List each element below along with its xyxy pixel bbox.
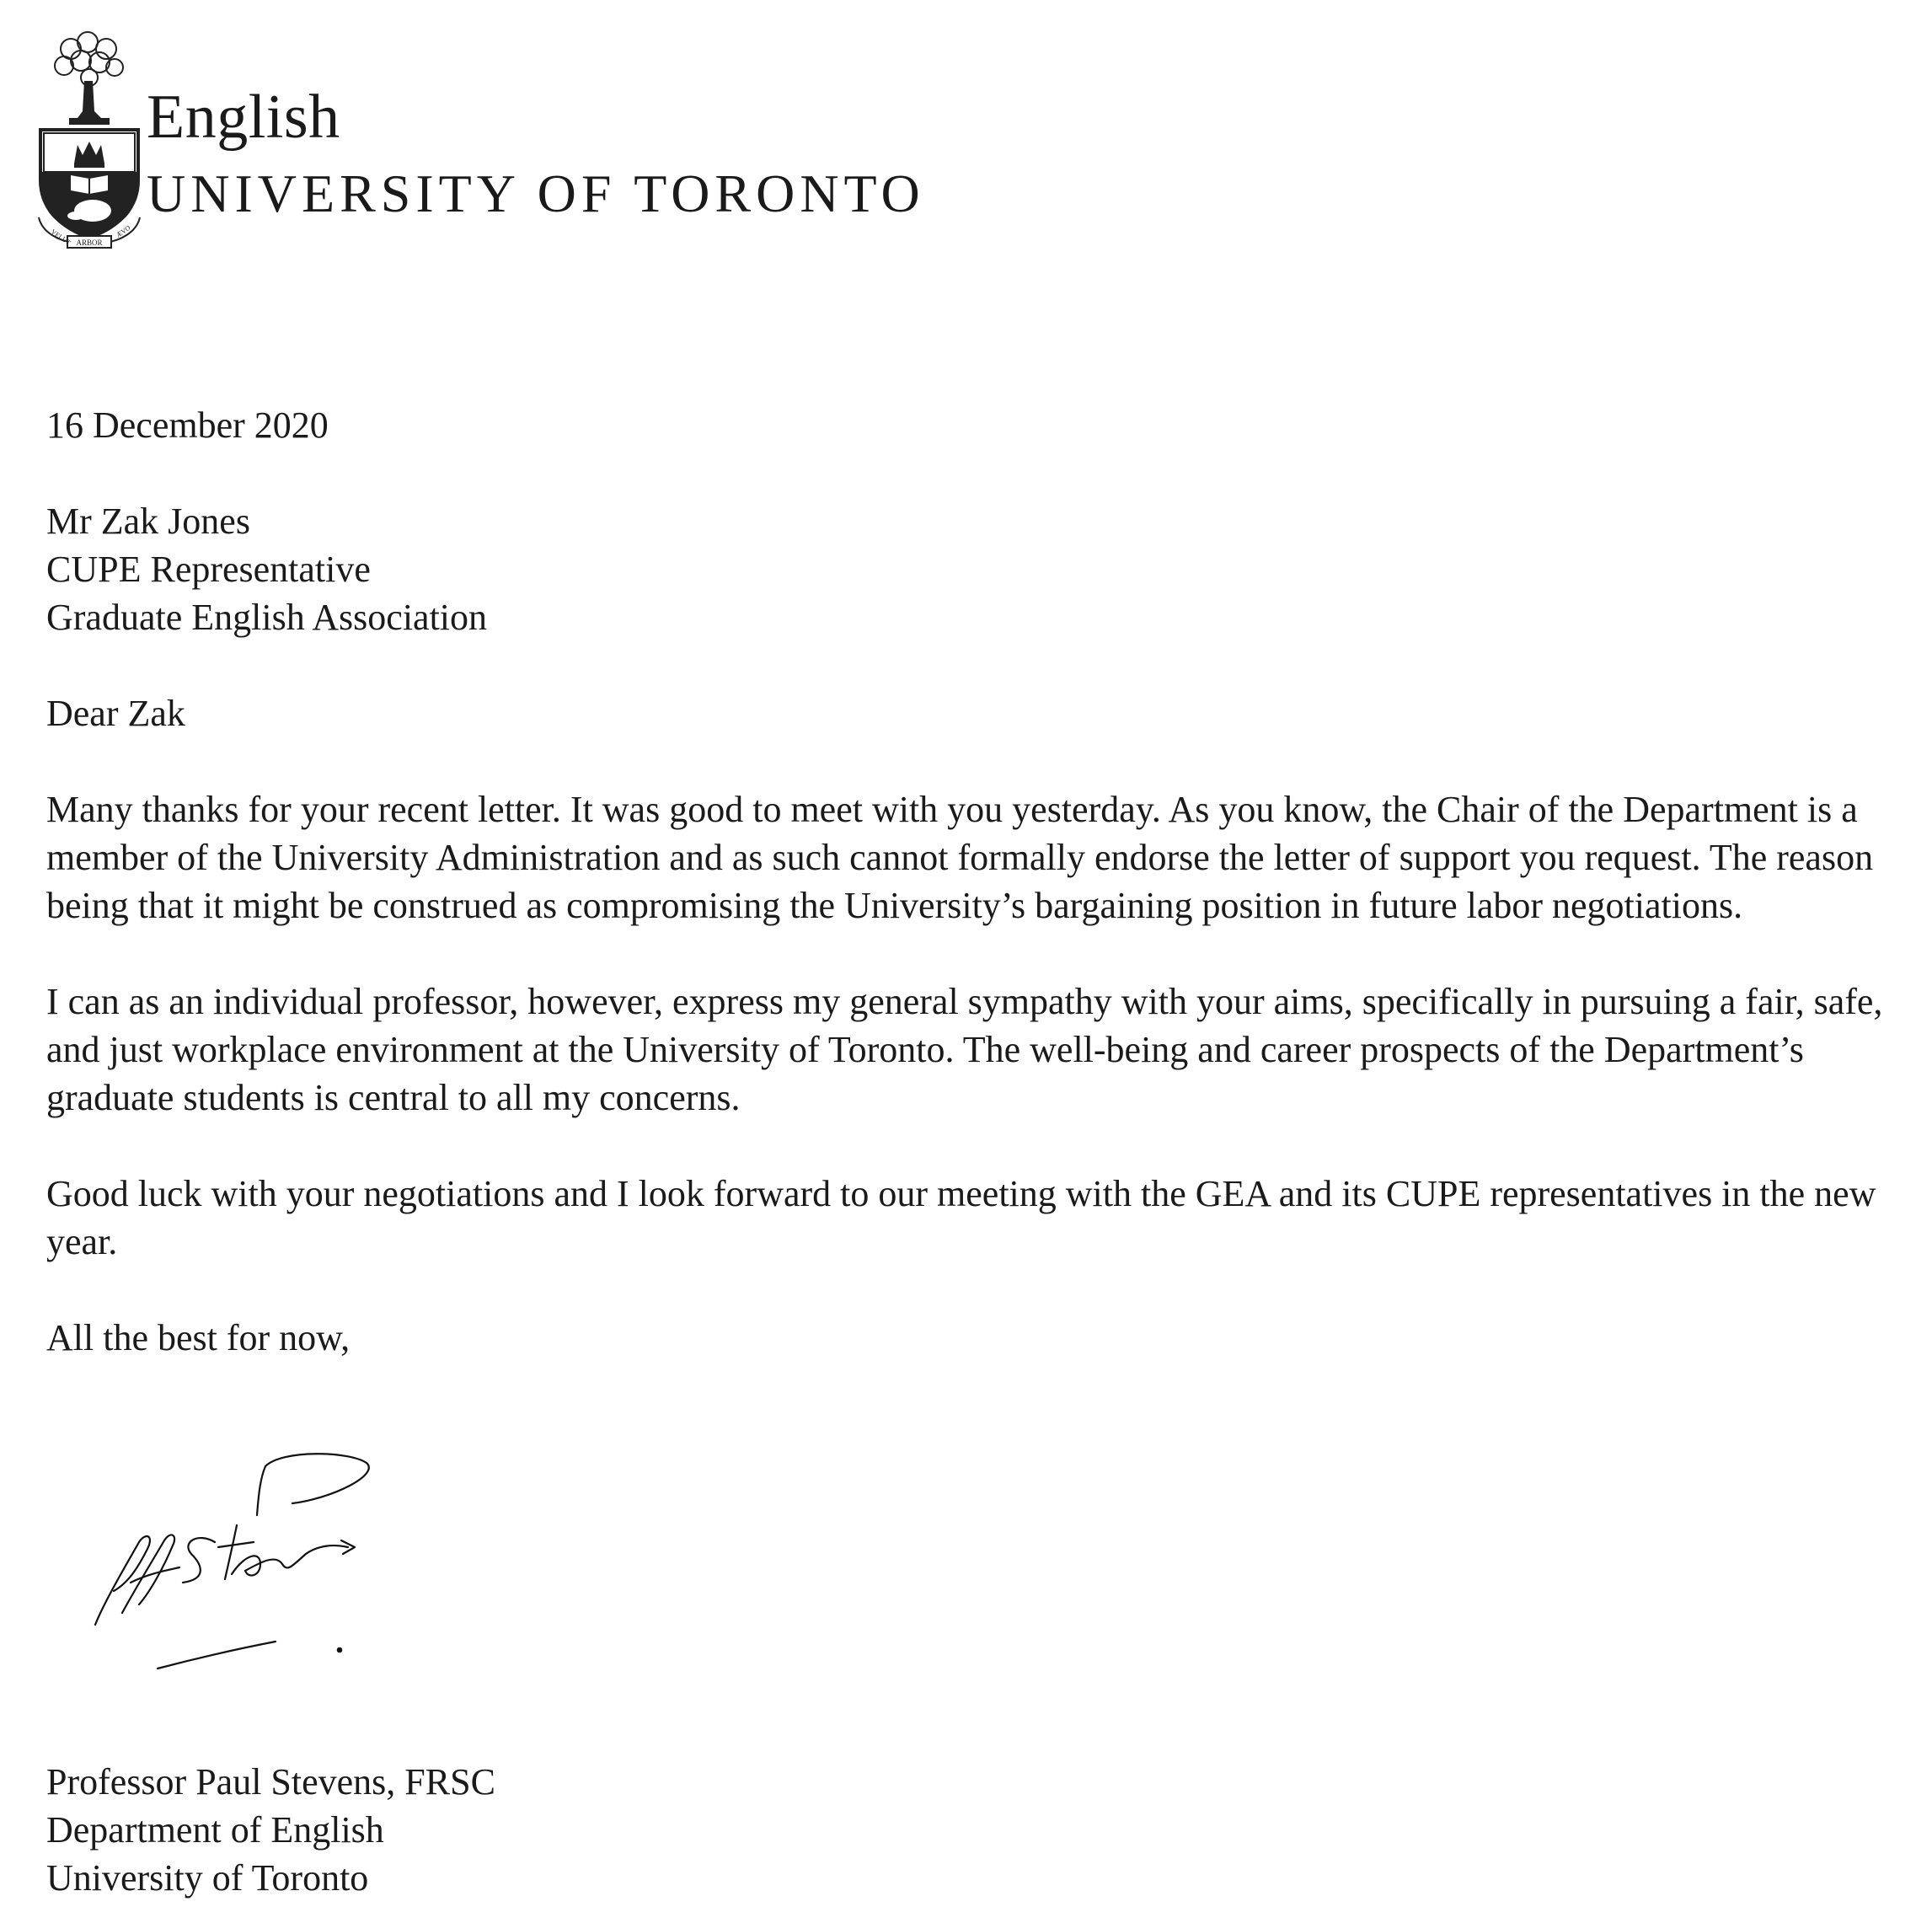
svg-text:ARBOR: ARBOR	[76, 238, 103, 247]
recipient-address	[46, 497, 1900, 641]
handwritten-signature	[80, 1448, 383, 1692]
letterhead-university: UNIVERSITY OF TORONTO	[147, 163, 925, 223]
svg-text:VELUT: VELUT	[49, 228, 72, 247]
recipient-organization: Graduate English Association	[46, 597, 488, 638]
closing: All the best for now,	[46, 1317, 351, 1358]
paragraph-2: I can as an individual professor, however, express my general sympathy with your aims, specifically in pursuing a fair, safe, and just workplace environment at the University of Toronto. The well-being and career prospects of the Department’s graduate students is central to all my concerns.	[46, 981, 1883, 1118]
signer-institution: University of Toronto	[46, 1857, 369, 1899]
paragraph-1: Many thanks for your recent letter. It was good to meet with you yesterday. As you know, the Chair of the Department is a member of the University Administration and as such cannot formally endorse the letter of support you request. The reason being that it might be construed as compromising the University’s bargaining position in future labor negotiations.	[46, 789, 1874, 926]
signature-block	[46, 1758, 495, 1902]
recipient-title: CUPE Representative	[46, 549, 371, 590]
signer-name: Professor Paul Stevens, FRSC	[46, 1761, 495, 1802]
letter-body	[46, 401, 1900, 1362]
svg-text:ÆVO: ÆVO	[114, 223, 132, 239]
signer-department: Department of English	[46, 1809, 384, 1851]
university-crest-logo	[34, 30, 145, 249]
letterhead-department: English	[147, 83, 340, 152]
letterhead	[34, 30, 1045, 249]
salutation: Dear Zak	[46, 693, 185, 734]
paragraph-3: Good luck with your negotiations and I look forward to our meeting with the GEA and its CUPE representatives in the new year.	[46, 1173, 1876, 1262]
recipient-name: Mr Zak Jones	[46, 501, 250, 542]
letter-date: 16 December 2020	[46, 404, 329, 446]
